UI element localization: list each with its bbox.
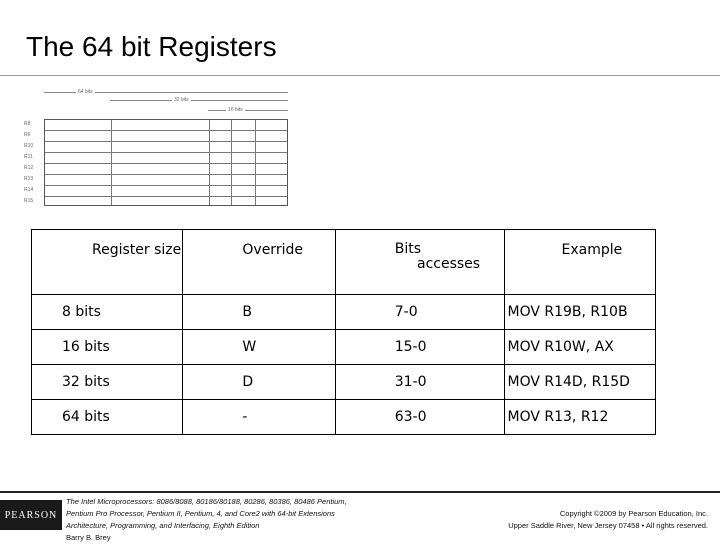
header-override: Override [183, 230, 335, 295]
register-label: R14 [24, 187, 34, 193]
override-table [31, 229, 656, 435]
width-label-16: 16 bits [228, 107, 243, 113]
cell-bits: 15-0 [335, 330, 504, 365]
citation-line: Barry B. Brey [66, 533, 111, 542]
register-label: R10 [24, 143, 34, 149]
width-label-64: 64 bits [78, 89, 93, 95]
citation-line: Architecture, Programming, and Interfacing, Eighth Edition [66, 521, 260, 530]
cell-override: W [183, 330, 335, 365]
width-arrow-32 [110, 100, 288, 101]
copyright-line: Upper Saddle River, New Jersey 07458 • All rights reserved. [508, 521, 708, 530]
register-label: R15 [24, 198, 34, 204]
header-bits-accesses: Bits accesses [335, 230, 504, 295]
table-row [32, 295, 656, 330]
cell-example: MOV R13, R12 [504, 400, 656, 435]
cell-override: B [183, 295, 335, 330]
cell-size: 16 bits [32, 330, 183, 365]
register-label: R13 [24, 176, 34, 182]
register-grid [44, 119, 288, 206]
cell-example: MOV R14D, R15D [504, 365, 656, 400]
table-row [32, 330, 656, 365]
cell-bits: 63-0 [335, 400, 504, 435]
width-label-32: 32 bits [174, 97, 189, 103]
cell-override: - [183, 400, 335, 435]
copyright-line: Copyright ©2009 by Pearson Education, Inc. [559, 509, 708, 518]
pearson-logo: PEARSON [0, 500, 62, 530]
table-row [32, 365, 656, 400]
cell-size: 32 bits [32, 365, 183, 400]
cell-override: D [183, 365, 335, 400]
cell-bits: 31-0 [335, 365, 504, 400]
header-register-size: Register size [32, 230, 183, 295]
footer-divider [0, 491, 720, 493]
register-label: R11 [24, 154, 33, 160]
copyright-notice [508, 508, 708, 532]
table-header-row [32, 230, 656, 295]
cell-example: MOV R10W, AX [504, 330, 656, 365]
cell-size: 8 bits [32, 295, 183, 330]
register-label: R9 [24, 132, 31, 138]
cell-bits: 7-0 [335, 295, 504, 330]
citation-line: Pentium Pro Processor, Pentium II, Pentium, 4, and Core2 with 64-bit Extensions [66, 509, 335, 518]
width-arrow-16 [208, 110, 288, 111]
register-label: R12 [24, 165, 34, 171]
register-diagram [24, 84, 274, 214]
table-row [32, 400, 656, 435]
register-label: R8 [24, 121, 31, 127]
cell-example: MOV R19B, R10B [504, 295, 656, 330]
title-divider [0, 75, 720, 76]
book-citation [66, 496, 396, 544]
citation-line: The Intel Microprocessors: 8086/8088, 80186/80188, 80286, 80386, 80486 Pentium, [66, 497, 347, 506]
header-example: Example [504, 230, 656, 295]
cell-size: 64 bits [32, 400, 183, 435]
page-title: The 64 bit Registers [26, 31, 277, 62]
